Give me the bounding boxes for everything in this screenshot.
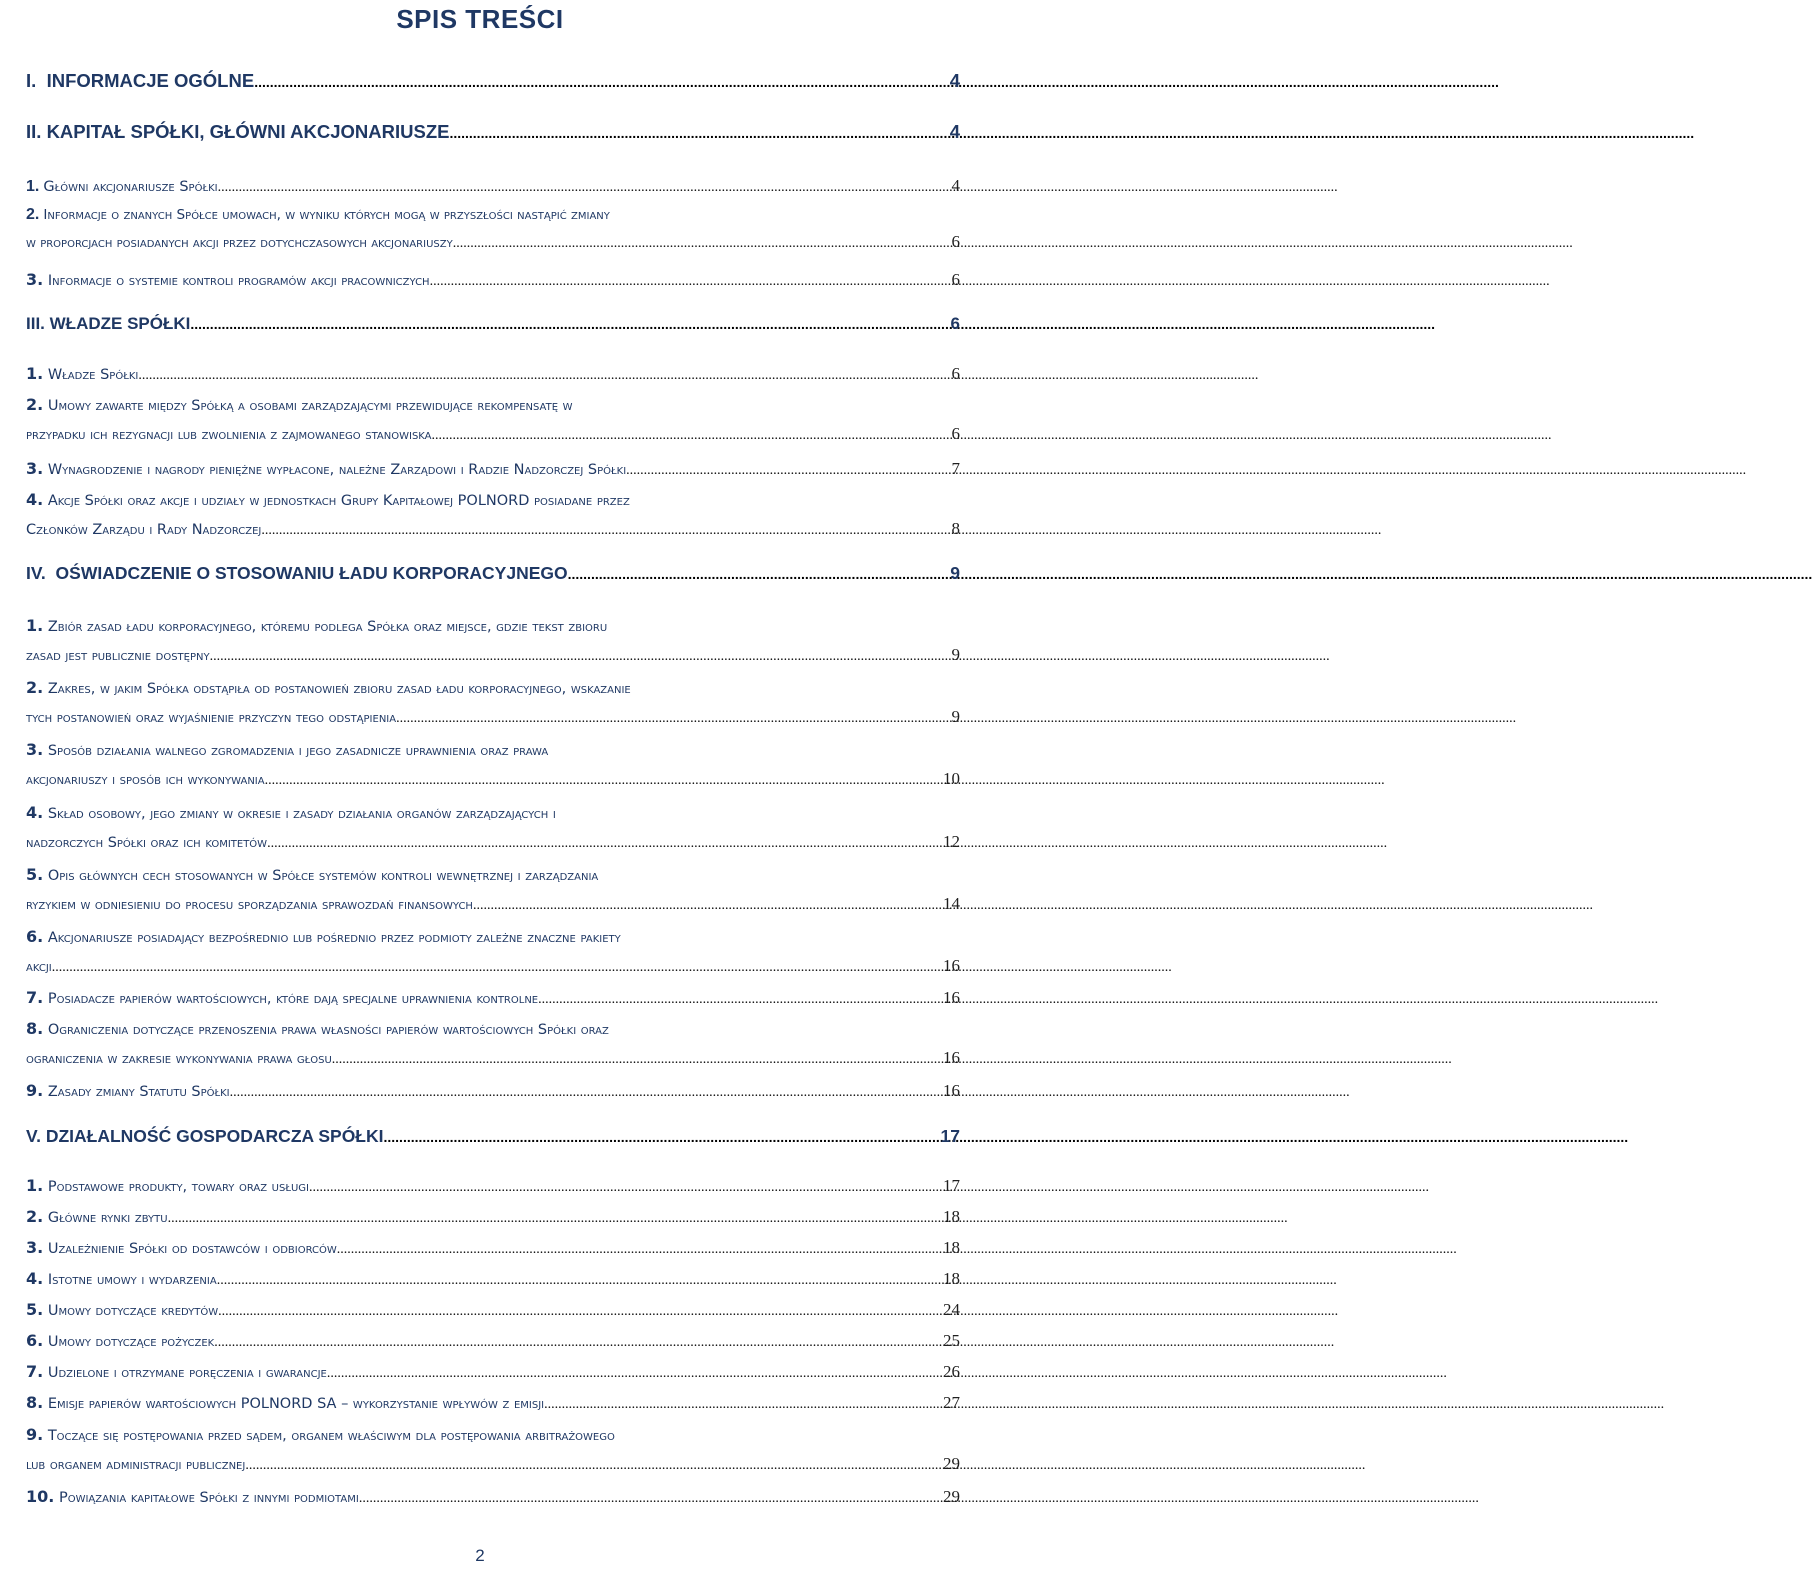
leader-dots <box>473 898 942 914</box>
toc-entry[interactable] <box>26 1176 960 1196</box>
leader-dots <box>168 1211 942 1227</box>
entry-page: 17 <box>943 1176 960 1195</box>
toc-entry[interactable] <box>26 176 960 196</box>
entry-number: 1. <box>26 616 44 635</box>
entry-number: 7. <box>26 988 44 1007</box>
entry-page: 9 <box>951 707 960 726</box>
leader-dots <box>210 649 951 665</box>
entry-number: 4. <box>26 803 44 822</box>
toc-entry[interactable] <box>26 988 960 1008</box>
entry-page: 29 <box>943 1487 960 1506</box>
toc-entry[interactable] <box>26 927 960 976</box>
entry-page: 4 <box>951 176 960 195</box>
entry-page: 8 <box>951 519 960 538</box>
toc-entry[interactable] <box>26 678 960 727</box>
entry-number: 1. <box>26 364 44 383</box>
entry-number: 9. <box>26 1081 44 1100</box>
entry-number: 8. <box>26 1019 44 1038</box>
entry-number: III. <box>26 314 45 333</box>
entry-number: 4. <box>26 1269 44 1288</box>
entry-number: 7. <box>26 1362 44 1381</box>
entry-number: 2. <box>26 206 40 223</box>
entry-text: Udzielone i otrzymane poręczenia i gwarancje <box>47 1365 327 1381</box>
entry-text: w proporcjach posiadanych akcji przez dotychczasowych akcjonariuszy <box>26 235 453 251</box>
toc-entry[interactable] <box>26 1425 960 1474</box>
entry-text: nadzorczych Spółki oraz ich komitetów <box>26 835 268 851</box>
leader-dots <box>453 236 951 252</box>
entry-text-line1: Ograniczenia dotyczące przenoszenia prawa własności papierów wartościowych Spółki oraz <box>47 1022 609 1038</box>
entry-text: Posiadacze papierów wartościowych, które dają specjalne uprawnienia kontrolne <box>47 991 539 1007</box>
leader-dots <box>138 368 950 384</box>
toc-entry[interactable] <box>26 865 960 914</box>
leader-dots <box>265 773 942 789</box>
entry-number: IV. <box>26 563 46 583</box>
entry-page: 18 <box>943 1238 960 1257</box>
leader-dots <box>449 125 948 141</box>
entry-text: KAPITAŁ SPÓŁKI, GŁÓWNI AKCJONARIUSZE <box>46 121 450 142</box>
toc-entry[interactable] <box>26 1362 960 1382</box>
entry-text: akcji <box>26 959 52 975</box>
entry-page: 7 <box>951 459 960 478</box>
leader-dots <box>337 1242 942 1258</box>
toc-entry[interactable] <box>26 1331 960 1351</box>
toc-entry[interactable] <box>26 314 960 334</box>
toc-entry[interactable] <box>26 490 960 539</box>
entry-text-line1: Akcje Spółki oraz akcje i udziały w jednostkach Grupy Kapitałowej POLNORD posiadane przez <box>47 493 630 509</box>
entry-page: 29 <box>943 1454 960 1473</box>
leader-dots <box>214 1335 942 1351</box>
toc-entry[interactable] <box>26 1126 960 1147</box>
entry-page: 16 <box>943 1081 960 1100</box>
entry-text: DZIAŁALNOŚĆ GOSPODARCZA SPÓŁKI <box>45 1126 384 1146</box>
leader-dots <box>218 180 951 196</box>
toc-entry[interactable] <box>26 121 960 143</box>
entry-text: OŚWIADCZENIE O STOSOWANIU ŁADU KORPORACYJNEGO <box>55 563 568 583</box>
entry-text: Zasady zmiany Statutu Spółki <box>47 1084 230 1100</box>
entry-text: INFORMACJE OGÓLNE <box>46 70 255 91</box>
entry-number: II. <box>26 121 42 142</box>
entry-text: Uzależnienie Spółki od dostawców i odbiorców <box>47 1241 337 1257</box>
entry-number: 10. <box>26 1487 55 1506</box>
entry-text-line1: Skład osobowy, jego zmiany w okresie i zasady działania organów zarządzających i <box>47 806 556 822</box>
entry-text-line1: Toczące się postępowania przed sądem, organem właściwym dla postępowania arbitrażowego <box>47 1428 615 1444</box>
entry-number: 3. <box>26 1238 44 1257</box>
entry-text: lub organem administracji publicznej <box>26 1457 246 1473</box>
entry-text-line1: Zakres, w jakim Spółka odstąpiła od postanowień zbioru zasad ładu korporacyjnego, wskazanie <box>47 681 631 697</box>
toc-entry[interactable] <box>26 1019 960 1068</box>
entry-text: Umowy dotyczące pożyczek <box>47 1334 215 1350</box>
entry-text: WŁADZE SPÓŁKI <box>49 314 191 333</box>
entry-text: zasad jest publicznie dostępny <box>26 648 210 664</box>
entry-text-line1: Opis głównych cech stosowanych w Spółce systemów kontroli wewnętrznej i zarządzania <box>47 868 599 884</box>
entry-page: 17 <box>940 1126 960 1146</box>
leader-dots <box>384 1129 940 1145</box>
entry-text: ryzykiem w odniesieniu do procesu sporządzania sprawozdań finansowych <box>26 897 473 913</box>
entry-number: 6. <box>26 1331 44 1350</box>
toc-entry[interactable] <box>26 459 960 479</box>
toc-entry[interactable] <box>26 1487 960 1507</box>
entry-number: 6. <box>26 927 44 946</box>
page-number: 2 <box>475 1546 485 1565</box>
page-title: SPIS TREŚCI <box>396 4 564 34</box>
leader-dots <box>190 316 949 332</box>
entry-number: 5. <box>26 1300 44 1319</box>
leader-dots <box>359 1491 942 1507</box>
entry-page: 16 <box>943 956 960 975</box>
leader-dots <box>568 566 950 582</box>
toc-entry[interactable] <box>26 616 960 665</box>
entry-text: Członków Zarządu i Rady Nadzorczej <box>26 522 262 538</box>
entry-text: Główni akcjonariusze Spółki <box>43 179 218 195</box>
leader-dots <box>267 836 942 852</box>
entry-number: 1. <box>26 178 40 195</box>
toc-entry[interactable] <box>26 803 960 852</box>
entry-number: 3. <box>26 270 44 289</box>
entry-number: 4. <box>26 490 44 509</box>
entry-text: Główne rynki zbytu <box>47 1210 168 1226</box>
toc-entry[interactable] <box>26 1300 960 1320</box>
toc-entry[interactable] <box>26 270 960 290</box>
entry-text-line1: Sposób działania walnego zgromadzenia i jego zasadnicze uprawnienia oraz prawa <box>47 743 549 759</box>
entry-page: 24 <box>943 1300 960 1319</box>
entry-number: 5. <box>26 865 44 884</box>
entry-page: 9 <box>951 645 960 664</box>
entry-text: Umowy dotyczące kredytów <box>47 1303 219 1319</box>
toc-entry[interactable] <box>26 1238 960 1258</box>
entry-page: 16 <box>943 988 960 1007</box>
entry-page: 6 <box>951 364 960 383</box>
entry-page: 4 <box>949 70 960 91</box>
leader-dots <box>544 1397 942 1413</box>
leader-dots <box>332 1052 942 1068</box>
leader-dots <box>52 960 942 976</box>
entry-page: 25 <box>943 1331 960 1350</box>
entry-text: Emisje papierów wartościowych POLNORD SA – wykorzystanie wpływów z emisji <box>47 1396 545 1412</box>
toc-entry[interactable] <box>26 1207 960 1227</box>
leader-dots <box>261 523 950 539</box>
entry-text: Informacje o systemie kontroli programów akcji pracowniczych <box>47 273 430 289</box>
entry-number: 2. <box>26 1207 44 1226</box>
entry-text: Powiązania kapitałowe Spółki z innymi podmiotami <box>58 1490 359 1506</box>
toc-entry[interactable] <box>26 563 960 584</box>
entry-page: 16 <box>943 1048 960 1067</box>
leader-dots <box>327 1366 942 1382</box>
entry-page: 18 <box>943 1269 960 1288</box>
leader-dots <box>626 463 950 479</box>
entry-text-line1: Zbiór zasad ładu korporacyjnego, któremu podlega Spółka oraz miejsce, gdzie tekst zbioru <box>47 619 608 635</box>
leader-dots <box>309 1180 942 1196</box>
toc-entry[interactable] <box>26 1081 960 1101</box>
leader-dots <box>217 1273 942 1289</box>
entry-text: akcjonariuszy i sposób ich wykonywania <box>26 772 265 788</box>
entry-page: 9 <box>950 563 960 583</box>
entry-number: 2. <box>26 395 44 414</box>
entry-text: ograniczenia w zakresie wykonywania prawa głosu <box>26 1051 332 1067</box>
toc-entry[interactable] <box>26 206 960 252</box>
toc-entry[interactable] <box>26 364 960 384</box>
toc-entry[interactable] <box>26 740 960 789</box>
entry-page: 27 <box>943 1393 960 1412</box>
entry-text: Istotne umowy i wydarzenia <box>47 1272 217 1288</box>
leader-dots <box>396 711 950 727</box>
entry-page: 26 <box>943 1362 960 1381</box>
entry-number: V. <box>26 1126 41 1146</box>
toc-entry[interactable] <box>26 1393 960 1413</box>
entry-page: 18 <box>943 1207 960 1226</box>
entry-page: 6 <box>950 314 960 333</box>
leader-dots <box>230 1085 942 1101</box>
leader-dots <box>218 1304 942 1320</box>
entry-page: 14 <box>943 894 960 913</box>
entry-text: przypadku ich rezygnacji lub zwolnienia z zajmowanego stanowiska <box>26 427 432 443</box>
entry-number: 8. <box>26 1393 44 1412</box>
entry-page: 6 <box>951 232 960 251</box>
entry-text: Wynagrodzenie i nagrody pieniężne wypłacone, należne Zarządowi i Radzie Nadzorczej Spółki <box>47 462 627 478</box>
entry-number: I. <box>26 70 37 91</box>
entry-number: 3. <box>26 740 44 759</box>
entry-number: 1. <box>26 1176 44 1195</box>
toc-entry[interactable] <box>26 395 960 444</box>
entry-number: 3. <box>26 459 44 478</box>
entry-text-line1: Umowy zawarte między Spółką a osobami zarządzającymi przewidujące rekompensatę w <box>47 398 573 414</box>
entry-page: 6 <box>951 424 960 443</box>
leader-dots <box>538 992 942 1008</box>
toc-entry[interactable] <box>26 70 960 92</box>
entry-number: 2. <box>26 678 44 697</box>
entry-text: Władze Spółki <box>47 367 139 383</box>
entry-text: Podstawowe produkty, towary oraz usługi <box>47 1179 309 1195</box>
entry-page: 12 <box>943 832 960 851</box>
entry-text-line1: Informacje o znanych Spółce umowach, w wyniku których mogą w przyszłości nastąpić zmiany <box>43 207 610 223</box>
leader-dots <box>245 1458 942 1474</box>
leader-dots <box>430 274 951 290</box>
toc-entry[interactable] <box>26 1269 960 1289</box>
entry-text-line1: Akcjonariusze posiadający bezpośrednio lub pośrednio przez podmioty zależne znaczne pakiety <box>47 930 621 946</box>
entry-page: 4 <box>949 121 960 142</box>
leader-dots <box>254 74 949 90</box>
entry-number: 9. <box>26 1425 44 1444</box>
entry-page: 6 <box>951 270 960 289</box>
entry-page: 10 <box>943 769 960 788</box>
entry-text: tych postanowień oraz wyjaśnienie przyczyn tego odstąpienia <box>26 710 397 726</box>
leader-dots <box>432 428 951 444</box>
